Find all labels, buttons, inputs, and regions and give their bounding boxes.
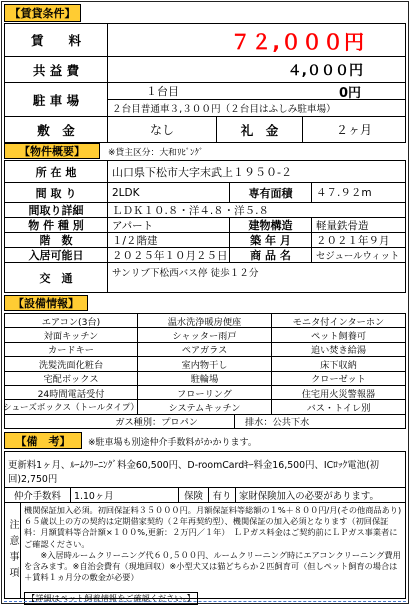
notes-text [21, 503, 405, 604]
section-header-conditions: 【賃貸条件】 [4, 4, 81, 22]
structure-label: 建物構造 [230, 218, 312, 233]
note-paragraph: ６５歳以上の方の契約は定期借家契約（２年再契約型）、機関保証の加入必須となります（初回保証料：月額賃料等合計額×１００%,更新：２万円／１年） ＬＰガス料金はご契約前にＬＰガス事業者にご確認ください。 [24, 516, 398, 549]
product-label: 商 品 名 [230, 248, 312, 263]
conditions-table [4, 23, 406, 143]
equipment-item: エアコン(3台) [5, 314, 138, 328]
remarks-box [4, 451, 406, 604]
access-value: サンリブ下松西バス停 徒歩１２分 [108, 263, 406, 293]
note-paragraph: 機関保証加入必須。初回保証料３５０００円。月額保証料等総額の１%＋８００円/月(その他商品あり) [24, 505, 402, 515]
equipment-item: シャッター雨戸 [138, 328, 272, 342]
floors-label: 階 数 [5, 233, 108, 248]
equipment-table [4, 313, 406, 429]
section-header-equipment: 【設備情報】 [4, 295, 88, 311]
brokerage-value: 1.10ヶ月 [71, 488, 179, 502]
gas-type: ガス種別：プロパン [5, 415, 235, 428]
bottom-dashed-line [4, 601, 406, 602]
deposit-value: なし [108, 117, 217, 143]
pet-info-box: 【詳細はペット飼養情報をご確認ください。】 [24, 592, 198, 605]
key-money-label: 礼 金 [217, 117, 303, 143]
rent-value: ７２,０００円 [108, 24, 406, 57]
built-value: ２０２１年９月 [312, 233, 406, 248]
drainage-type: 排水：公共下水 [235, 415, 406, 428]
area-value: ４７.９２m [312, 183, 406, 203]
equipment-utilities-row [5, 415, 406, 429]
layout-value: 2LDK [108, 183, 230, 203]
insurance-note: 家財保険加入の必要があります。 [239, 491, 379, 502]
section-header-overview: 【物件概要】 [4, 143, 100, 159]
parking-label: 駐 車 場 [5, 83, 108, 117]
access-label: 交 通 [5, 263, 108, 293]
equipment-item: 床下収納 [272, 357, 406, 371]
equipment-item: シューズボックス（トールタイプ） [5, 400, 138, 414]
product-value: セジュールウィット [312, 248, 406, 263]
equipment-item: 温水洗浄暖房便座 [138, 314, 272, 328]
notes-section [5, 503, 405, 604]
equipment-item: モニタ付インターホン [272, 314, 406, 328]
equipment-item: 24時間電話受付 [5, 386, 138, 400]
equipment-item: フローリング [138, 386, 272, 400]
parking-note: ２台目普通車３,３００円（２台目はふしみ駐車場） [108, 100, 406, 117]
equipment-item: ペアガラス [138, 343, 272, 357]
equipment-item: 追い焚き給湯 [272, 343, 406, 357]
equipment-item: 駐輪場 [138, 372, 272, 386]
layout-detail-value: ＬＤＫ１０.８・洋４.８・洋５.８ [108, 203, 406, 218]
equipment-item: カードキー [5, 343, 138, 357]
equipment-item: システムキッチン [138, 400, 272, 414]
deposit-label: 敷 金 [5, 117, 108, 143]
notes-label-cell [5, 503, 21, 598]
structure-value: 軽量鉄骨造 [312, 218, 406, 233]
note-paragraph: ※入居時ルームクリーニング代６０,５００円、ルームクリーニング時にエアコンクリーニング費用を含みます。※自治会費有（現地回収）※小型犬又は猫どちらか２匹飼育可（但しペット飼育の場合は＋賃料１ヵ月分の敷金が必要） [24, 549, 401, 583]
equipment-item: バス・トイレ別 [272, 400, 406, 414]
fees-text: 更新料1ヶ月、ﾙｰﾑｸﾘｰﾆﾝｸﾞ料金60,500円、D-roomCardｷｰ料金16,500円、ICﾛｯｸ電池(初回)2,750円 [5, 452, 405, 488]
move-in-label: 入居可能日 [5, 248, 108, 263]
parking-fee-note: ※駐車場も別途仲介手数料がかかります。 [88, 438, 257, 448]
common-fee-label: 共 益 費 [5, 57, 108, 83]
equipment-item: 室内物干し [138, 357, 272, 371]
layout-detail-label: 間取り詳細 [5, 203, 108, 218]
lessor-note: ※貸主区分：大和ﾘﾋﾞﾝｸﾞ [108, 148, 204, 158]
equipment-item: 対面キッチン [5, 328, 138, 342]
equipment-item: 洗髪洗面化粧台 [5, 357, 138, 371]
area-label: 専有面積 [230, 183, 312, 203]
insurance-value: 有り [209, 488, 236, 502]
move-in-value: ２０２５年１０月２５日 [108, 248, 230, 263]
brokerage-row [5, 488, 405, 503]
address-label: 所 在 地 [5, 161, 108, 183]
insurance-label: 保険 [179, 488, 209, 502]
rent-label: 賃 料 [5, 24, 108, 57]
equipment-item: クローゼット [272, 372, 406, 386]
brokerage-label: 仲介手数料 [5, 488, 71, 502]
floors-value: １/２階建 [108, 233, 230, 248]
equipment-item: 住宅用火災警報器 [272, 386, 406, 400]
property-type-label: 物 件 種 別 [5, 218, 108, 233]
section-header-remarks: 【備 考】 [4, 432, 82, 449]
equipment-item: 宅配ボックス [5, 372, 138, 386]
property-type-value: アパート [108, 218, 230, 233]
address-value: 山口県下松市大字末武上１９５０-２ [108, 161, 406, 183]
built-label: 築 年 月 [230, 233, 312, 248]
parking-slot: １台目 [108, 83, 217, 100]
common-fee-value: ４,０００円 [108, 57, 406, 83]
equipment-item: ペット飼養可 [272, 328, 406, 342]
parking-value: 0円 [217, 83, 406, 100]
notes-label: 注意事項 [7, 518, 18, 583]
overview-table [4, 160, 406, 293]
key-money-value: ２ヶ月 [303, 117, 406, 143]
layout-label: 間 取 り [5, 183, 108, 203]
